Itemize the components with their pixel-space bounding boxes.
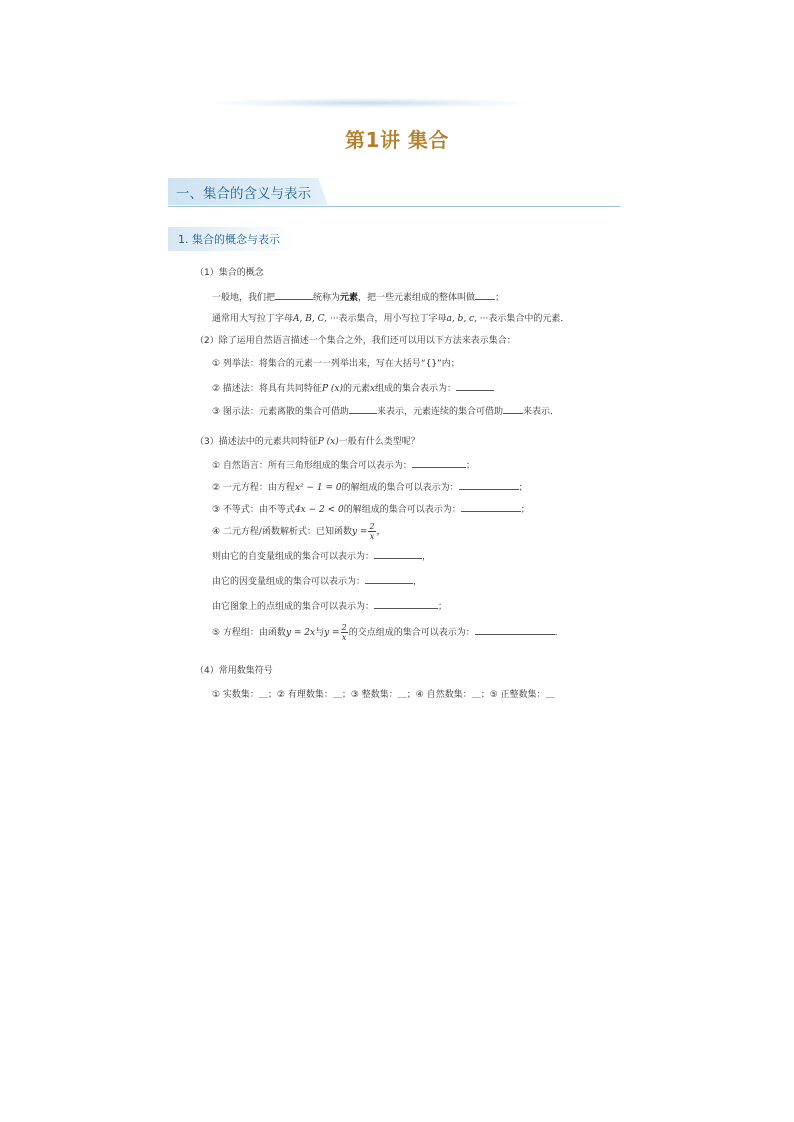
text: 表示集合，用小写拉丁字母 xyxy=(338,314,447,324)
text: ② 描述法：将具有共同特征 xyxy=(212,384,322,394)
p2-heading: （2）除了运用自然语言描述一个集合之外，我们还可以用以下方法来表示集合： xyxy=(195,336,516,346)
text: ， xyxy=(413,577,423,587)
answer-blank[interactable] xyxy=(374,599,438,609)
answer-blank[interactable] xyxy=(503,404,523,414)
text: 统称为 xyxy=(313,293,341,303)
answer-blank[interactable] xyxy=(275,290,313,300)
p3-item4-line3 xyxy=(212,574,422,588)
math: y = xyxy=(351,527,368,537)
text: 表示集合中的元素． xyxy=(488,314,570,324)
text: ① 自然语言：所有三角形组成的集合可以表示为： xyxy=(212,461,412,471)
math: x xyxy=(369,384,376,394)
answer-blank[interactable] xyxy=(459,480,519,490)
fraction xyxy=(341,623,348,642)
subsection-header xyxy=(168,227,294,251)
text: 来表示． xyxy=(522,407,559,417)
text: 由它的因变量组成的集合可以表示为： xyxy=(212,577,366,587)
text: ； xyxy=(465,461,475,471)
math: a, b, c, ··· xyxy=(446,314,489,324)
text: 与 xyxy=(315,628,325,638)
text: ③ 不等式：由不等式 xyxy=(212,505,295,515)
text: ② 一元方程：由方程 xyxy=(212,483,295,493)
section-title: 一、集合的含义与表示 xyxy=(176,186,311,202)
text: 的元素 xyxy=(342,384,370,394)
text: ． xyxy=(554,628,564,638)
text: ； xyxy=(518,483,528,493)
text: ， xyxy=(376,527,386,537)
p3-item4-line2 xyxy=(212,549,431,563)
math: P (x) xyxy=(321,384,343,394)
math: P (x) xyxy=(317,437,339,447)
subsection-title: 1. 集合的概念与表示 xyxy=(178,233,280,246)
text: 的交点组成的集合可以表示为： xyxy=(348,628,475,638)
math: x² − 1 = 0 xyxy=(294,483,342,493)
text: 的解组成的集合可以表示为： xyxy=(343,505,461,515)
denominator: x xyxy=(369,532,375,541)
p3-item1 xyxy=(212,458,475,472)
p3-item5 xyxy=(212,623,564,642)
text: ⑤ 方程组：由函数 xyxy=(212,628,286,638)
math: y = 2x xyxy=(285,628,316,638)
text: ， xyxy=(422,552,432,562)
p3-heading xyxy=(195,436,420,448)
p1-heading: （1）集合的概念 xyxy=(195,268,264,278)
p3-item4-line4 xyxy=(212,599,447,613)
text: 来表示，元素连续的集合可借助 xyxy=(376,407,503,417)
text: ，把一些元素组成的整体叫做 xyxy=(358,293,476,303)
text: 一般地，我们把 xyxy=(212,293,276,303)
denominator: x xyxy=(341,633,347,642)
p1-line2 xyxy=(212,313,569,325)
text: 一般有什么类型呢？ xyxy=(338,437,420,447)
numerator: 2 xyxy=(341,623,347,632)
text: 通常用大写拉丁字母 xyxy=(212,314,294,324)
p2-item3 xyxy=(212,404,559,418)
math: 4x − 2 < 0 xyxy=(294,505,344,515)
p3-item3 xyxy=(212,502,530,516)
math: y = xyxy=(324,628,340,638)
bold-term: 元素 xyxy=(340,293,359,303)
fraction xyxy=(368,522,375,541)
section-header xyxy=(168,178,620,207)
p3-item4 xyxy=(212,522,386,541)
text: ③ 图示法：元素离散的集合可借助 xyxy=(212,407,349,417)
text: ； xyxy=(438,602,448,612)
text: ； xyxy=(495,293,505,303)
p4-line: ① 实数集：＿；② 有理数集：＿；③ 整数集：＿；④ 自然数集：＿；⑤ 正整数集：＿ xyxy=(212,690,555,700)
answer-blank[interactable] xyxy=(365,574,413,584)
answer-blank[interactable] xyxy=(475,625,555,635)
numerator: 2 xyxy=(369,522,375,531)
answer-blank[interactable] xyxy=(374,549,422,559)
answer-blank[interactable] xyxy=(461,502,521,512)
p4-heading: （4）常用数集符号 xyxy=(195,666,273,676)
p2-item1: ① 列举法：将集合的元素一一列举出来，写在大括号“{}”内； xyxy=(212,359,460,369)
p3-item2 xyxy=(212,480,528,494)
text: ； xyxy=(520,505,530,515)
header-decoration xyxy=(215,98,525,108)
p1-line1 xyxy=(212,290,504,304)
math: A, B, C, ··· xyxy=(293,314,339,324)
lesson-title: 第1讲 集合 xyxy=(345,128,449,152)
text: 的解组成的集合可以表示为： xyxy=(341,483,459,493)
text: 组成的集合表示为： xyxy=(375,384,457,394)
p2-item2 xyxy=(212,381,494,395)
text: 由它图象上的点组成的集合可以表示为： xyxy=(212,602,375,612)
answer-blank[interactable] xyxy=(349,404,377,414)
answer-blank[interactable] xyxy=(475,290,495,300)
text: （3）描述法中的元素共同特征 xyxy=(195,437,318,447)
text: ④ 二元方程/函数解析式：已知函数 xyxy=(212,527,352,537)
answer-blank[interactable] xyxy=(412,458,466,468)
answer-blank[interactable] xyxy=(456,381,494,391)
text: 则由它的自变量组成的集合可以表示为： xyxy=(212,552,375,562)
